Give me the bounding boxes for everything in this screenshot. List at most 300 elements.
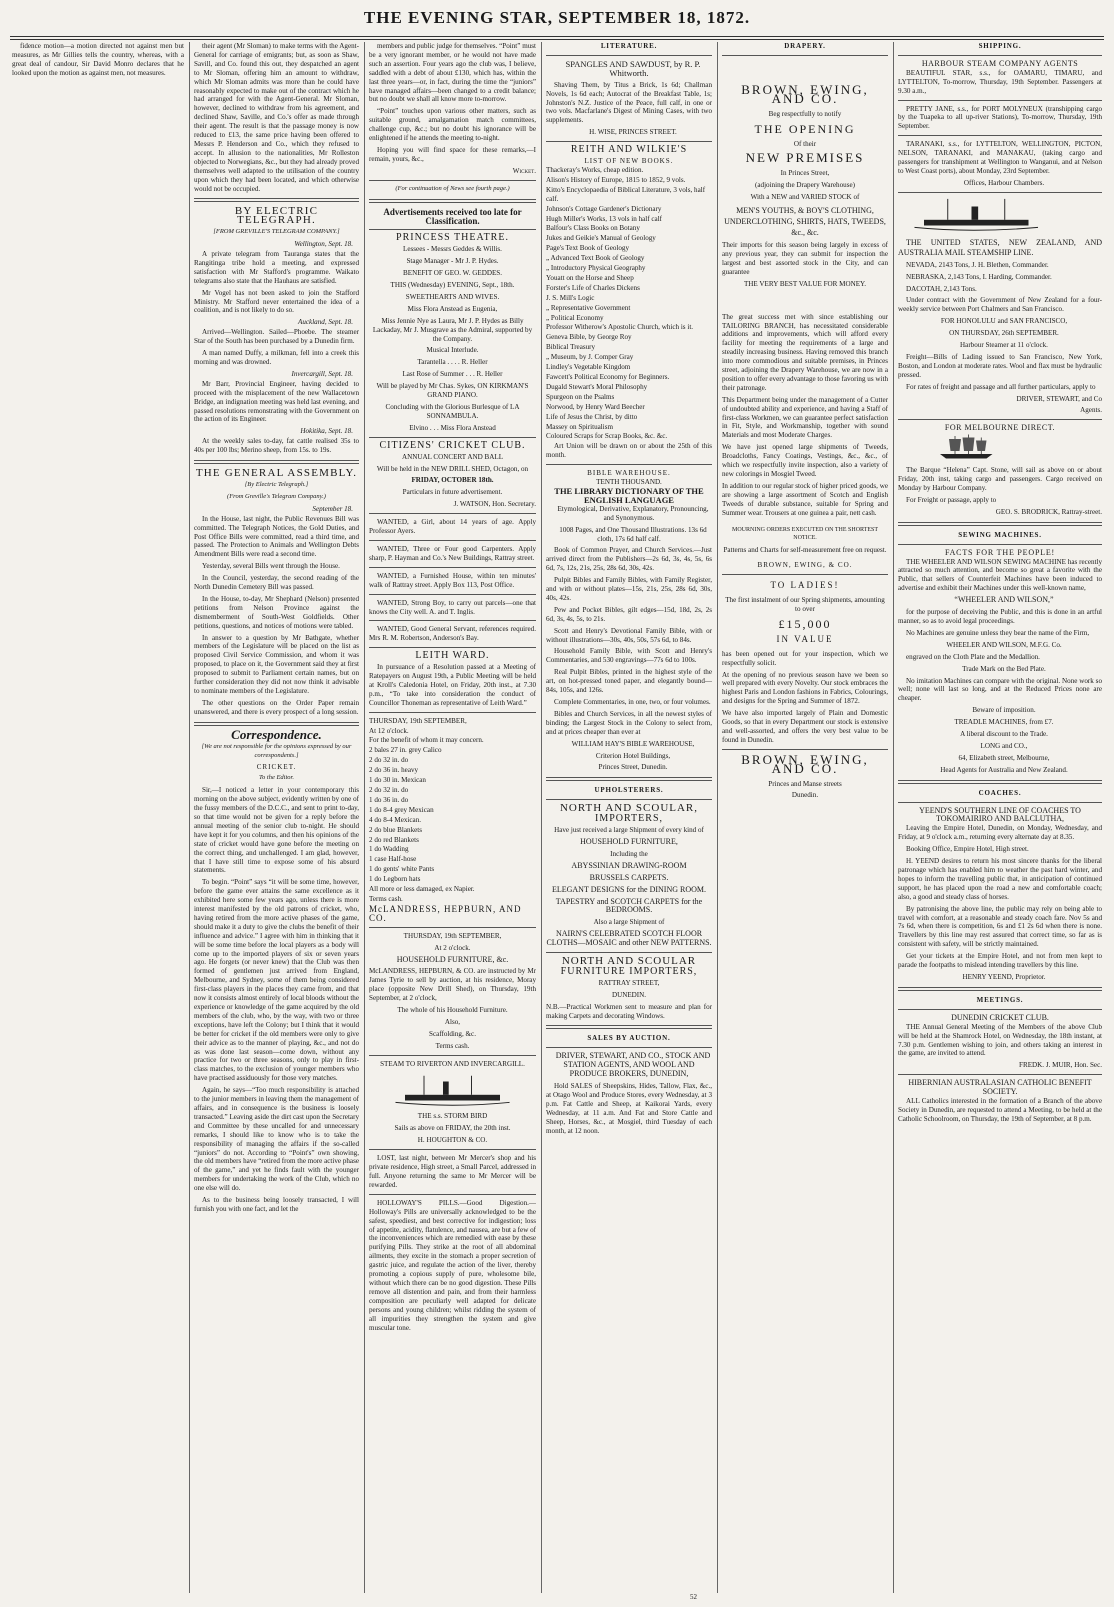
book-item: Biblical Treasury <box>546 343 596 352</box>
ad-subtitle: TENTH THOUSAND. <box>596 478 662 487</box>
ad-text: This Department being under the management of a Cutter of undoubted ability and experience, and having a Staff of first-class Workmen, we can guarantee perfect satisfaction in Fit, Style, and Workmanship, together with sound Materials and most Moderate Charges. <box>722 395 888 440</box>
ad-line: Offices, Harbour Chambers. <box>963 178 1045 187</box>
book-item: Dugald Stewart's Moral Philosophy <box>546 382 648 391</box>
assembly-paragraph: In the House, to-day, Mr Shephard (Nelson) presented petitions from Nelson Province against the dismemberment of South-West Goldfields. Other petitions, questions, and notices of motions were tabled. <box>194 594 359 630</box>
divider <box>194 198 359 202</box>
ad-sign: H. WISE, PRINCES STREET. <box>589 128 677 137</box>
ad-line: THIS (Wednesday) EVENING, Sept., 18th. <box>390 281 515 290</box>
masthead-title: THE EVENING STAR, SEPTEMBER 18, 1872. <box>363 8 751 27</box>
auction-item: 2 do 32 in. do <box>369 756 409 765</box>
ad-title: DRIVER, STEWART, AND CO., STOCK AND STATION AGENTS, AND WOOL AND PRODUCE BROKERS, DUNEDIN, <box>555 1051 711 1079</box>
ad-title: HARBOUR STEAM COMPANY AGENTS <box>921 58 1079 68</box>
divider <box>369 1055 536 1056</box>
ad-text: Real Pulpit Bibles, printed in the highest style of the art, on hot-pressed toned paper, and elegantly bound—84s, 105s, and 126s. <box>546 668 712 695</box>
ad-text: At the opening of no previous season have we been so well prepared with every Novelty. Our stock embraces the highest Paris and London fashions in Fabrics, Colourings, and designs for the Spring and Summer of 1872. <box>722 670 888 706</box>
telegraph-item: A man named Duffy, a milkman, fell into a creek this morning and was drowned. <box>194 349 359 366</box>
column-separator <box>717 42 718 1593</box>
ship-line: NEVADA, 2143 Tons, J. H. Blethen, Commander. <box>906 260 1049 269</box>
telegraph-item: Arrived—Wellington. Sailed—Phoebe. The steamer Star of the South has been purchased by a Dunedin firm. <box>194 328 359 346</box>
book-item: Thackeray's Works, cheap edition. <box>546 165 644 174</box>
auction-item: 2 do red Blankets <box>369 835 419 844</box>
ad-text: has been opened out for your inspection, which we respectfully solicit. <box>722 649 888 667</box>
ad-line: THURSDAY, 19th SEPTEMBER, <box>369 716 467 725</box>
ad-steam-riverton <box>369 1060 536 1146</box>
ad-amount: £15,000 <box>778 616 832 631</box>
ad-line: ON THURSDAY, 26th SEPTEMBER. <box>949 329 1059 338</box>
ad-line: BENEFIT OF GEO. W. GEDDES. <box>403 269 502 278</box>
telegraph-item: A private telegram from Tauranga states that the Rangitinga tribe hold a meeting, and expressed satisfaction with Mr Stafford's programme. Waikato telegrams also state that the Hauhaus are satisfied. <box>194 250 359 285</box>
continuation-note: (For continuation of News see fourth page.) <box>395 184 510 192</box>
letter-paragraph: As to the business being loosely transacted, I will furnish you with one fact, and let the <box>194 1196 359 1213</box>
divider <box>546 464 712 465</box>
ad-title: BROWN, EWING, AND CO. <box>741 751 869 776</box>
column-separator <box>893 42 894 1593</box>
ad-line: Concluding with the Glorious Burlesque of LA SONNAMBULA. <box>385 403 520 420</box>
ad-line: Princes and Manse streets <box>768 779 842 788</box>
auction-item: 2 do 36 in. heavy <box>369 766 419 775</box>
book-item: Lindley's Vegetable Kingdom <box>546 363 631 372</box>
ad-title: REITH AND WILKIE'S <box>570 144 688 156</box>
ad-text: By patronising the above line, the public may rely on being able to travel with comfort, at a reasonable and steady coach fare. Nov 5s and 7s 6d, when there is competition, 6s and £1 2s 6d when there is none. Travellers by this line may rest assured that correct time, so far as is consistent with safety, will be strictly maintained. <box>898 904 1102 949</box>
ad-line: 1008 Pages, and One Thousand Illustrations. 13s 6d cloth, 17s 6d half calf. <box>559 525 707 543</box>
ad-text: For Freight or passage, apply to <box>906 495 997 504</box>
assembly-paragraph: Yesterday, several Bills went through the House. <box>202 562 340 571</box>
divider <box>369 1149 536 1150</box>
ad-line: J. WATSON, Hon. Secretary. <box>453 500 536 509</box>
ad-line: H. HOUGHTON & CO. <box>417 1136 488 1145</box>
book-item: Geneva Bible, by George Roy <box>546 333 632 342</box>
ad-auction-drapery <box>369 717 536 923</box>
ad-line: MEN'S YOUTHS, & BOY'S CLOTHING, UNDERCLOTHING, SHIRTS, HATS, TWEEDS, &c., &c. <box>724 206 886 238</box>
ship-line: DACOTAH, 2,143 Tons. <box>906 284 977 293</box>
book-item: Norwood, by Henry Ward Beecher <box>546 402 645 411</box>
ad-line: Of their <box>793 139 817 148</box>
ad-text: Leaving the Empire Hotel, Dunedin, on Monday, Wednesday, and Friday, at 9 o'clock a.m., returning every alternate day at 8.35. <box>898 824 1102 842</box>
divider <box>898 135 1102 136</box>
ad-brown-ewing <box>722 81 888 570</box>
assembly-paragraph: In the Council, yesterday, the second reading of the North Dunedin Cemetery Bill was passed. <box>194 574 359 592</box>
column-news <box>194 42 359 1593</box>
section-head-literature: LITERATURE. <box>600 42 658 50</box>
lost-ad: LOST, last night, between Mr Mercer's shop and his private residence, High street, a Small Parcel, addressed in full. Anyone returning the same to Mr Mercer will be rewarded. <box>369 1154 536 1189</box>
letter-continuation: “Point” touches upon various other matters, such as suitable ground, amalgamation match committees, challenge cup, &c.; but no doubt his ignorance will be enlightened if he attends the meeting to-night. <box>369 107 536 143</box>
ad-sign: GEO. S. BRODRICK, Rattray-street. <box>995 507 1102 516</box>
ad-text: TARANAKI, s.s., for LYTTELTON, WELLINGTON, PICTON, NELSON, TARANAKI, and MANAKAU, (taking cargo and passengers for transhipment at Wellington to Wanganui, and at Nelson to West Coast ports), about Monday, 23rd September. <box>898 140 1102 175</box>
ad-north-scoular-2 <box>546 957 712 1020</box>
ad-text: Bibles and Church Services, in all the newest styles of binding; the Largest Stock in the Colony to select from, and at prices cheaper than ever at <box>546 709 712 736</box>
ad-text: THE WHEELER AND WILSON SEWING MACHINE has recently attracted so much attention, and become so great a favorite with the Public, that sellers of Counterfeit Machines have been induced to advertise and exhibit their Machines under this well-known name, <box>898 557 1102 593</box>
ad-line: THE s.s. STORM BIRD <box>417 1112 488 1121</box>
ad-title: YEEND'S SOUTHERN LINE OF COACHES TO TOKOMAIRIRO AND BALCLUTHA, <box>919 805 1081 824</box>
ad-line: Will be held in the NEW DRILL SHED, Octagon, on <box>376 464 529 473</box>
telegraph-item: Mr Vogel has not been asked to join the Stafford Ministry. Mr Stafford never entertained the idea of a coalition, and is not likely to do so. <box>194 288 359 315</box>
book-item: Johnson's Cottage Gardener's Dictionary <box>546 204 662 213</box>
ad-title: LEITH WARD. <box>415 650 490 662</box>
auction-item: 1 do gents' white Pants <box>369 865 435 874</box>
column-editorial <box>12 42 184 1593</box>
ad-line: SWEETHEARTS AND WIVES. <box>405 292 500 301</box>
ad-text: ALL Catholics interested in the formation of a Branch of the above Society in Dunedin, are requested to attend a Meeting, to be held at the Catholic Schoolroom, on Thursday, the 19th of September, at 8 p.m. <box>898 1097 1102 1123</box>
page-number: 52 <box>690 1593 697 1601</box>
wanted-ad: WANTED, Strong Boy, to carry out parcels—one that knows the City well. A. and T. Inglis. <box>369 598 536 616</box>
ad-line: Lessees - Messrs Geddes & Willis. <box>403 245 502 254</box>
ad-text: For rates of freight and passage and all further particulars, apply to <box>906 382 1096 391</box>
ad-title: IMPORTERS, <box>594 813 664 825</box>
letter-continuation: members and public judge for themselves. “Point” must be a very ignorant member, or he would not have made such an assertion. Four years ago the club was, I believe, saddled with a debt of about £130, which has, within the last three years—or, in fact, during the time the “juniors” have managed affairs—been changed to a credit balance; but no doubt we shall all know more to-morrow. <box>369 42 536 104</box>
auction-item: 1 do 8-4 grey Mexican <box>369 805 434 814</box>
book-item: „ Political Economy <box>546 313 604 322</box>
divider <box>898 802 1102 803</box>
ad-brown-ewing-2 <box>722 751 888 801</box>
ad-line: Tarantella . . . . R. Heller <box>417 358 488 367</box>
ad-title: FURNITURE IMPORTERS, <box>560 965 698 977</box>
ad-line: Particulars in future advertisement. <box>402 488 503 497</box>
ad-title: THE LIBRARY DICTIONARY OF THE ENGLISH LANGUAGE <box>554 485 704 505</box>
book-item: J. S. Mill's Logic <box>546 293 595 302</box>
letter-paragraph: Again, he says—“Too much responsibility is attached to the junior members in leaving them the management of affairs, and in consequence is the business is loosely transacted.” Leaving aside the dirt cast upon the Secretary and Committee by these uncalled for and unnecessary remarks, I should like to know who is to take the responsibility of managing the affairs if the so-called “juniors” do not. According to “Point's” own showing, the old members have “retired from the more active phase of the game,” and yet he finds fault with the younger members for undertaking the work of the Club, which no one else will do. <box>194 1086 359 1193</box>
ad-text: H. YEEND desires to return his most sincere thanks for the liberal patronage which has enabled him to weather the past hard winter, and hopes to inform the travelling public that, in anticipation of continued support, he has placed upon the road a new and comfortable coach; also, a good and steady class of horses. <box>898 857 1102 901</box>
divider <box>546 952 712 953</box>
divider <box>898 100 1102 101</box>
ad-line: In Princes Street, <box>780 169 830 178</box>
auction-item: 1 do Legborn hats <box>369 875 421 884</box>
telegraph-dateline: Hokitika, Sept. 18. <box>300 427 353 436</box>
divider <box>369 647 536 648</box>
book-item: Alison's History of Europe, 1815 to 1852, 9 vols. <box>546 175 686 184</box>
column-shipping <box>898 42 1102 1593</box>
ad-line: A liberal discount to the Trade. <box>960 730 1048 739</box>
ad-text: BEAUTIFUL STAR, s.s., for OAMARU, TIMARU, and LYTTELTON, To-morrow, Thursday, 19th September. Passengers at 9.30 a.m., <box>898 68 1102 95</box>
ad-title: THE UNITED STATES, NEW ZEALAND, AND AUSTRALIA MAIL STEAMSHIP LINE. <box>898 237 1102 257</box>
divider <box>546 1047 712 1048</box>
divider <box>898 987 1102 991</box>
ad-line: The whole of his Household Furniture. <box>397 1006 508 1015</box>
editorial-paragraph: fidence motion—a motion directed not against men but measures, as Mr Gillies tells the country, whereas, with a great deal of candour, Sir David Monro declares that he looked upon the motion as against men, not measures. <box>12 42 184 77</box>
ad-title: HIBERNIAN AUSTRALASIAN CATHOLIC BENEFIT SOCIETY. <box>908 1078 1092 1097</box>
ad-north-scoular <box>546 804 712 948</box>
book-item: Coloured Scraps for Scrap Books, &c. &c. <box>546 432 668 441</box>
section-head-shipping: SHIPPING. <box>978 42 1022 50</box>
ad-line: RATTRAY STREET, <box>598 978 660 987</box>
ad-title: FOR MELBOURNE DIRECT. <box>944 423 1056 433</box>
ad-line: BRUSSELS CARPETS. <box>589 872 669 882</box>
ad-text: We have just opened large shipments of Tweeds, Broadcloths, Fancy Coatings, Vestings, &c., &c., of which we respectfully invite inspection, also a variety of new colorings in Mosgiel Tweed. <box>722 443 888 478</box>
auction-item: 1 case Half-hose <box>369 855 417 864</box>
ad-title: FACTS FOR THE PEOPLE! <box>944 547 1056 557</box>
section-head-sewing: SEWING MACHINES. <box>958 530 1042 539</box>
ad-line: HOUSEHOLD FURNITURE, <box>580 836 678 846</box>
divider <box>722 55 888 56</box>
column-separator <box>189 42 190 1593</box>
divider <box>369 1194 536 1195</box>
column-separator <box>364 42 365 1593</box>
ad-line: WHEELER AND WILSON, M.F.G. Co. <box>946 640 1062 649</box>
divider <box>369 927 536 928</box>
divider <box>369 567 536 568</box>
assembly-heading: THE GENERAL ASSEMBLY. <box>195 467 358 480</box>
ad-text: McLANDRESS, HEPBURN, & CO. are instructed by Mr James Tyrie to sell by auction, at his residence, Moray place (opposite New Drill Shed), on Thursday, 19th September, at 2 o'clock, <box>369 967 536 1003</box>
ad-text: Household Family Bible, with Scott and Henry's Commentaries, and 530 engravings—77s 6d to 100s. <box>546 647 712 665</box>
divider <box>369 594 536 595</box>
ad-sign: WILLIAM HAY'S BIBLE WAREHOUSE, <box>571 739 695 748</box>
ad-text: Scott and Henry's Devotional Family Bible, with or without illustrations—30s, 40s, 50s, 57s 6d, to 84s. <box>546 626 712 644</box>
correspondence-heading: Correspondence. <box>231 726 322 742</box>
book-item: Kitto's Encyclopaedia of Biblical Literature, 3 vols, half calf. <box>546 185 706 203</box>
ad-text: Pew and Pocket Bibles, gilt edges—15d, 18d, 2s, 2s 6d, 3s, 4s, 5s, to 21s. <box>546 605 712 623</box>
book-list <box>546 166 712 441</box>
ad-text: engraved on the Cloth Plate and the Medallion. <box>906 652 1040 661</box>
ad-line: ELEGANT DESIGNS for the DINING ROOM. <box>551 884 707 894</box>
late-ads-heading: Advertisements received too late for Classification. <box>383 206 522 226</box>
ad-subtitle: LIST OF NEW BOOKS. <box>584 157 674 166</box>
holloway-ad: HOLLOWAY'S PILLS.—Good Digestion.—Holloway's Pills are universally acknowledged to be the safest, speediest, and best corrective for indigestion; loss of appetite, acidity, flatulence, and nausea, are but a few of the inconveniences which are remedied with ease by these purifying Pills. They strike at the root of all abdominal ailments, they excite in the stomach a proper secretion of gastric juice, and regulate the action of the liver, thereby promoting a copious supply of pure, wholesome bile, without which there can be no good digestion. These Pills remove all distention and pain, and from their harmless composition are peculiarly well adapted for delicate persons and young children; whilst ridding the system of all impurities they strengthen the system and give muscular tone. <box>369 1198 536 1332</box>
assembly-paragraph: In the House, last night, the Public Revenues Bill was committed. The Telegraph Notices, the Gold Duties, and Post Office Bills were committed, read a third time, and passed. The Protection to Animals and Wellington Debts Amendment Bills were read a second time. <box>194 514 359 559</box>
ad-line: MOURNING ORDERS EXECUTED ON THE SHORTEST NOTICE. <box>731 526 879 542</box>
ad-title: SPANGLES AND SAWDUST, by R. P. Whitworth. <box>565 58 701 78</box>
ad-text: No Machines are genuine unless they bear the name of the Firm, <box>906 628 1090 637</box>
ad-text: No imitation Machines can compare with the original. None work so well; none will last so long, and at the Reduced Prices none are cheaper. <box>898 676 1102 703</box>
ad-line: THE VERY BEST VALUE FOR MONEY. <box>743 279 867 288</box>
ad-text: Book of Common Prayer, and Church Services.—Just arrived direct from the Publishers—2s 6d, 3s, 4s, 5s, 6s 6d, 7s, 12s, 21s, 25s, 28s 6d, 30s, 42s. <box>546 546 712 573</box>
divider <box>898 192 1102 193</box>
letter-continuation: Hoping you will find space for these remarks,—I remain, yours, &c., <box>369 145 536 163</box>
auction-item: 1 do 30 in. Mexican <box>369 776 426 785</box>
ad-to-ladies <box>722 581 888 745</box>
ad-sign: Agents. <box>1080 406 1102 415</box>
book-item: Spurgeon on the Psalms <box>546 392 615 401</box>
ad-line: Dunedin. <box>791 791 819 800</box>
book-item: „ Museum, by J. Comper Gray <box>546 353 634 362</box>
book-item: Page's Text Book of Geology <box>546 244 630 253</box>
ad-line: Will be played by Mr Chas. Sykes, ON KIRKMAN'S GRAND PIANO. <box>376 382 529 400</box>
auction-item: 1 do Wadding <box>369 845 409 854</box>
ad-sign: Princes Street, Dunedin. <box>598 763 668 772</box>
auction-item: 4 do 8-4 Mexican. <box>369 815 422 824</box>
divider <box>898 1074 1102 1075</box>
divider <box>898 522 1102 526</box>
wanted-ad: WANTED, a Furnished House, within ten minutes' walk of Rattray street. Apply Box 113, Post Office. <box>369 571 536 589</box>
letter-salutation: To the Editor. <box>259 774 294 782</box>
ad-princess-theatre <box>369 234 536 432</box>
ad-line: For the benefit of whom it may concern. <box>369 736 484 745</box>
ad-line: Beg respectfully to notify <box>768 109 842 118</box>
divider <box>369 199 536 203</box>
column-literature <box>546 42 712 1593</box>
ad-line: At 12 o'clock. <box>369 726 409 735</box>
ad-text: In pursuance of a Resolution passed at a Meeting of Ratepayers on August 19th, a Public Meeting will be held at Kroll's Caledonia Hotel, on Friday, 20th inst., at 7.30 p.m., “To take into consideration the conduct of Councillor Thoneman as representative of Leith Ward.” <box>369 663 536 707</box>
ad-citizens-cricket <box>369 439 536 509</box>
divider <box>898 55 1102 56</box>
masthead-rule-bottom <box>10 39 1104 40</box>
auction-item: 1 do 36 in. do <box>369 795 409 804</box>
ad-text: Under contract with the Government of New Zealand for a four-weekly service between Port Chalmers and San Francisco. <box>898 296 1102 314</box>
ad-line: Have just received a large Shipment of every kind of <box>554 826 704 835</box>
divider <box>722 574 888 575</box>
ad-line: STEAM TO RIVERTON AND INVERCARGILL. <box>380 1059 525 1068</box>
letter-title: CRICKET. <box>256 763 297 772</box>
ad-line: Beware of imposition. <box>972 706 1036 715</box>
ad-line: THURSDAY, 19th SEPTEMBER, <box>403 931 502 940</box>
ad-title: PRINCESS THEATRE. <box>396 232 509 244</box>
ad-line: ANNUAL CONCERT AND BALL <box>401 452 504 461</box>
ad-line: Also, <box>444 1017 461 1026</box>
ad-line: McLANDRESS, HEPBURN, AND CO. <box>369 903 522 923</box>
assembly-paragraph: In answer to a question by Mr Bathgate, whether members of the Legislature will be placed on the list as proposed Civil Service Commission, and whom it was proposed, to place on it, the Government said they at first proposed to submit to Parliament certain names, but on further consideration they did not now think it advisable to nominate members of the Legislature. <box>194 633 359 695</box>
ad-line: Sails as above on FRIDAY, the 20th inst. <box>394 1124 511 1133</box>
ad-text: Hold SALES of Sheepskins, Hides, Tallow, Flax, &c., at Otago Wool and Produce Stores, every Wednesday, at 3 p.m. Fat Cattle and Sheep, at Kaikorai Yards, every Wednesday, at 11 a.m. And Fat and Store Cattle and Sheep, Horses, &c., at Mosgiel, third Tuesday of each month, at 12 noon. <box>546 1082 712 1135</box>
ad-text: Get your tickets at the Empire Hotel, and not from men kept to parade the footpaths to mislead intending travellers by this line. <box>898 952 1102 970</box>
ad-line: Patterns and Charts for self-measurement free on request. <box>723 546 887 555</box>
section-head-drapery: DRAPERY. <box>784 42 826 50</box>
ad-text: Complete Commentaries, in one, two, or four volumes. <box>554 698 711 706</box>
sailing-ship-icon <box>898 433 1102 463</box>
ad-text: Freight—Bills of Lading issued to San Francisco, New York, Boston, and London at moderate rates. Wool and flax must be hydraulic pressed. <box>898 352 1102 379</box>
wanted-ad: WANTED, Good General Servant, references required. Mrs R. M. Robertson, Anderson's Bay. <box>369 625 536 643</box>
divider <box>722 749 888 750</box>
ad-line: IN VALUE <box>776 633 834 644</box>
assembly-dateline: September 18. <box>312 504 353 513</box>
ad-text: for the purpose of deceiving the Public, and this is done in an artful manner, so as to avoid legal proceedings. <box>898 608 1102 625</box>
ad-line: HOUSEHOLD FURNITURE, &c. <box>396 954 509 964</box>
book-item: Massey on Spiritualism <box>546 422 613 431</box>
ad-title: NORTH AND SCOULAR <box>561 955 697 968</box>
letter-paragraph: To begin. “Point” says “it will be some time, however, before the game ever attains the same excellence as it exhibited here some few years ago, unless there is more interest manifested by the old patrons of cricket, who, having retired from the more active phases of the game, should make it a duty to give the clubs the benefit of their influence and advice.” I agree with him in thinking that it will be some time before the local players as a body will come up to the imported players of six or seven years ago. He forgets (or never knew) that the Club was then formed of gentlemen just arrived from England, Melbourne, and Sydney, some of them being considered first-class players in the places they came from, and that now it consists almost entirely of local bloods without the experience or knowledge of the game acquired by the old members of the club, who, by the way, with two or three exceptions, have left the Colony; but I think that it would be better for cricket if the old members were only to give their advice as to the manner of playing, &c., and not do as was done last season—come down, without any practice for two or three seasons, only to play in first-class matches, to the exclusion of younger members who have practised assiduously for those very matches. <box>194 878 359 1083</box>
ad-line: Stage Manager - Mr J. P. Hydes. <box>406 257 499 266</box>
divider <box>898 544 1102 545</box>
ad-line: “WHEELER AND WILSON,” <box>954 595 1054 605</box>
divider <box>546 777 712 781</box>
telegraph-heading: BY ELECTRIC TELEGRAPH. <box>234 205 319 227</box>
assembly-source: [By Electric Telegraph.] <box>244 480 309 488</box>
telegraph-item: Mr Barr, Provincial Engineer, having decided to proceed with the misplacement of the new Wallacetown Bridge, an indignation meeting was held last evening, and passed resolutions remonstrating with the Government on the action of its Engineer. <box>194 379 359 424</box>
divider <box>194 722 359 726</box>
ad-line: Terms cash. <box>369 894 403 903</box>
ad-line: Harbour Steamer at 11 o'clock. <box>960 341 1048 350</box>
ship-line: NEBRASKA, 2,143 Tons, I. Harding, Commander. <box>906 272 1052 281</box>
ad-text: The great success met with since establishing our TAILORING BRANCH, has necessitated considerable additions and improvements, which will afford every facility for meeting the requirements of a large and steadily increasing business. Having removed this branch into more commodious and suitable premises, in Princes street, adjoining the Drapery Warehouse, we are now in a position to offer every advantage to those favoring us with their patronage. <box>722 312 888 392</box>
masthead <box>0 0 1114 36</box>
steamship-icon <box>898 197 1102 235</box>
book-item: Life of Jesus the Christ, by ditto <box>546 412 638 421</box>
ad-sign: HENRY YEEND, Proprietor. <box>962 972 1046 981</box>
ad-line: The first instalment of our Spring shipments, amounting to over <box>725 596 885 613</box>
telegraph-dateline: Invercargill, Sept. 18. <box>291 369 353 378</box>
ad-sign: FREDK. J. MUIR, Hon. Sec. <box>1019 1061 1102 1070</box>
ad-line: ABYSSINIAN DRAWING-ROOM <box>571 860 687 870</box>
ad-text: Booking Office, Empire Hotel, High street. <box>906 845 1029 854</box>
book-item: Balfour's Class Books on Botany <box>546 224 640 233</box>
ad-line: Terms cash. <box>435 1041 470 1050</box>
divider <box>898 1009 1102 1010</box>
auction-item: 2 do blue Blankets <box>369 825 422 834</box>
column-separator <box>541 42 542 1593</box>
telegraph-dateline: Wellington, Sept. 18. <box>294 240 353 249</box>
ad-line: FOR HONOLULU and SAN FRANCISCO, <box>940 317 1068 326</box>
ad-text: PRETTY JANE, s.s., for PORT MOLYNEUX (transhipping cargo by the Tuapeka to all up-river Stations), To-morrow, Thursday, 19th September. <box>898 104 1102 131</box>
ad-text: Pulpit Bibles and Family Bibles, with Family Register, and with or without plates—15s, 21s, 25s, 28s 6d, 30s, 40s, 42s. <box>546 576 712 602</box>
wanted-ad: WANTED, a Girl, about 14 years of age. Apply Professor Ayers. <box>369 518 536 536</box>
ad-line: At 2 o'clock. <box>434 943 471 952</box>
ad-line: Scaffolding, &c. <box>429 1029 476 1038</box>
ad-text: N.B.—Practical Workmen sent to measure and plan for making Carpets and decorating Windows. <box>546 1002 712 1020</box>
column-drapery <box>722 42 888 1593</box>
ad-line: Elvino . . . Miss Flora Anstead <box>409 423 496 432</box>
divider <box>369 620 536 621</box>
divider <box>546 55 712 56</box>
masthead-rule-top <box>10 36 1104 37</box>
ad-line: Trade Mark on the Bed Plate. <box>962 664 1046 673</box>
book-item: Jukes and Geikie's Manual of Geology <box>546 234 656 243</box>
ad-line: Including the <box>610 849 648 858</box>
ad-line: NEW PREMISES <box>745 150 865 166</box>
ad-line: Also a large Shipment of <box>593 918 665 927</box>
ad-text: THE Annual General Meeting of the Members of the above Club will be held at the Shamrock Hotel, on Wednesday, the 18th instant, at 7.30 p.m. Gentlemen wishing to join, and others taking an interest in the game, are invited to attend. <box>898 1022 1102 1058</box>
assembly-source-2: (From Greville's Telegram Company.) <box>227 492 326 500</box>
divider <box>369 540 536 541</box>
ad-title: BIBLE WAREHOUSE. <box>587 469 671 478</box>
divider <box>369 229 536 230</box>
letter-paragraph: Sir,—I noticed a letter in your contemporary this morning on the above subject, evidently written by one of the fussy members of the D.C.C., and sent to print to-day, so that time would not be given for a reply before the annual meeting of the senior club to-night. He should have kept it for you columns, and then his opinions of the state of cricket would have gone before the meeting on the correct thing, and unchallenged. I am glad, however, that I have still time to expose some of his absurd statements. <box>194 786 359 875</box>
ad-text: We have also imported largely of Plain and Domestic Goods, so that in every Department our stock is extensive and well-assorted, and offers the very best value to be found in Dunedin. <box>722 709 888 744</box>
divider <box>369 437 536 438</box>
ad-line: (adjoining the Drapery Warehouse) <box>755 181 855 190</box>
correspondence-note: [We are not responsible for the opinions expressed by our correspondents.] <box>201 742 352 759</box>
divider <box>369 513 536 514</box>
divider <box>194 460 359 464</box>
ad-title: DUNEDIN CRICKET CLUB. <box>951 1012 1049 1022</box>
ad-line: FRIDAY, OCTOBER 18th. <box>411 476 494 485</box>
ad-line: THE OPENING <box>754 121 856 136</box>
auction-item: 2 do 32 in. do <box>369 786 409 794</box>
divider <box>546 799 712 800</box>
editorial-continuation: their agent (Mr Sloman) to make terms with the Agent-General for carriage of emigrants; but, as soon as Shaw, Savill, and Co. found this out, they despatched an agent to Mr Sloman, offering him an amount to withdraw, which Mr Sloman admits was more than he could have reasonably expected to make out of the contract which he had arranged for with the Agent-General. Mr Sloman, however, declined to withdraw from his agreement, and declined Shaw, Saville, and Co.'s offer as made through their agent. The result is that the passage money is now reduced to £13, the same price having been offered to Messrs P. Henderson and Co., which they refused to accept. In allusion to the nationalities, Mr Rolleston objected to Norwegians, &c., but they had already proved themselves well adapted to the utilisation of the country upon which they had been located, and which otherwise would not be occupied. <box>194 42 359 193</box>
section-head-coaches: COACHES. <box>978 788 1022 797</box>
ad-title: BROWN, EWING, AND CO. <box>741 81 869 106</box>
ad-sign: BROWN, EWING, & CO. <box>757 561 853 570</box>
ad-line: LONG and CO., <box>980 741 1028 750</box>
wanted-ad: WANTED, Three or Four good Carpenters. Apply sharp, P. Hayman and Co.'s New Buildings, Rattray street. <box>369 544 536 562</box>
ad-title: TO LADIES! <box>770 580 840 591</box>
book-item: Youatt on the Horse and Sheep <box>546 273 634 282</box>
ad-line: TREADLE MACHINES, from £7. <box>954 718 1054 727</box>
divider <box>898 780 1102 784</box>
divider <box>369 712 536 713</box>
section-head-sales: SALES BY AUCTION. <box>587 1034 671 1043</box>
ad-text: The Barque “Helena” Capt. Stone, will sail as above on or about Friday, 20th inst, taking cargo and passengers. Cargo received on Monday by Harbour Company. <box>898 466 1102 492</box>
steamship-icon <box>369 1072 536 1110</box>
ad-line: With a NEW and VARIED STOCK of <box>750 193 860 202</box>
ad-line: Miss Flora Anstead as Eugenia, <box>407 304 498 313</box>
divider <box>546 141 712 142</box>
ad-line: Etymological, Derivative, Explanatory, Pronouncing, and Synonymous. <box>557 504 709 522</box>
section-head-upholsterers: UPHOLSTERERS. <box>594 786 664 795</box>
divider <box>898 419 1102 420</box>
book-item: Professor Witherow's Apostolic Church, which is it. <box>546 323 694 332</box>
ad-line: NAIRN'S CELEBRATED SCOTCH FLOOR CLOTHS—MOSAIC and other NEW PATTERNS. <box>546 929 712 948</box>
ad-line: Musical Interlude. <box>426 346 479 355</box>
ad-sign: Criterion Hotel Buildings, <box>595 751 671 760</box>
book-item: Forster's Life of Charles Dickens <box>546 283 640 292</box>
ad-line: DUNEDIN. <box>611 990 647 999</box>
book-item: „ Introductory Physical Geography <box>546 264 646 273</box>
section-head-meetings: MEETINGS. <box>976 995 1024 1004</box>
book-item: „ Representative Government <box>546 303 631 312</box>
book-item: Fawcett's Political Economy for Beginners. <box>546 373 670 381</box>
book-item: Hugh Miller's Works, 13 vols in half calf <box>546 214 663 223</box>
ad-title: NORTH AND SCOULAR, <box>559 802 699 815</box>
ad-sign: DRIVER, STEWART, and Co <box>1016 394 1102 403</box>
ad-auction-furniture <box>369 932 536 1051</box>
